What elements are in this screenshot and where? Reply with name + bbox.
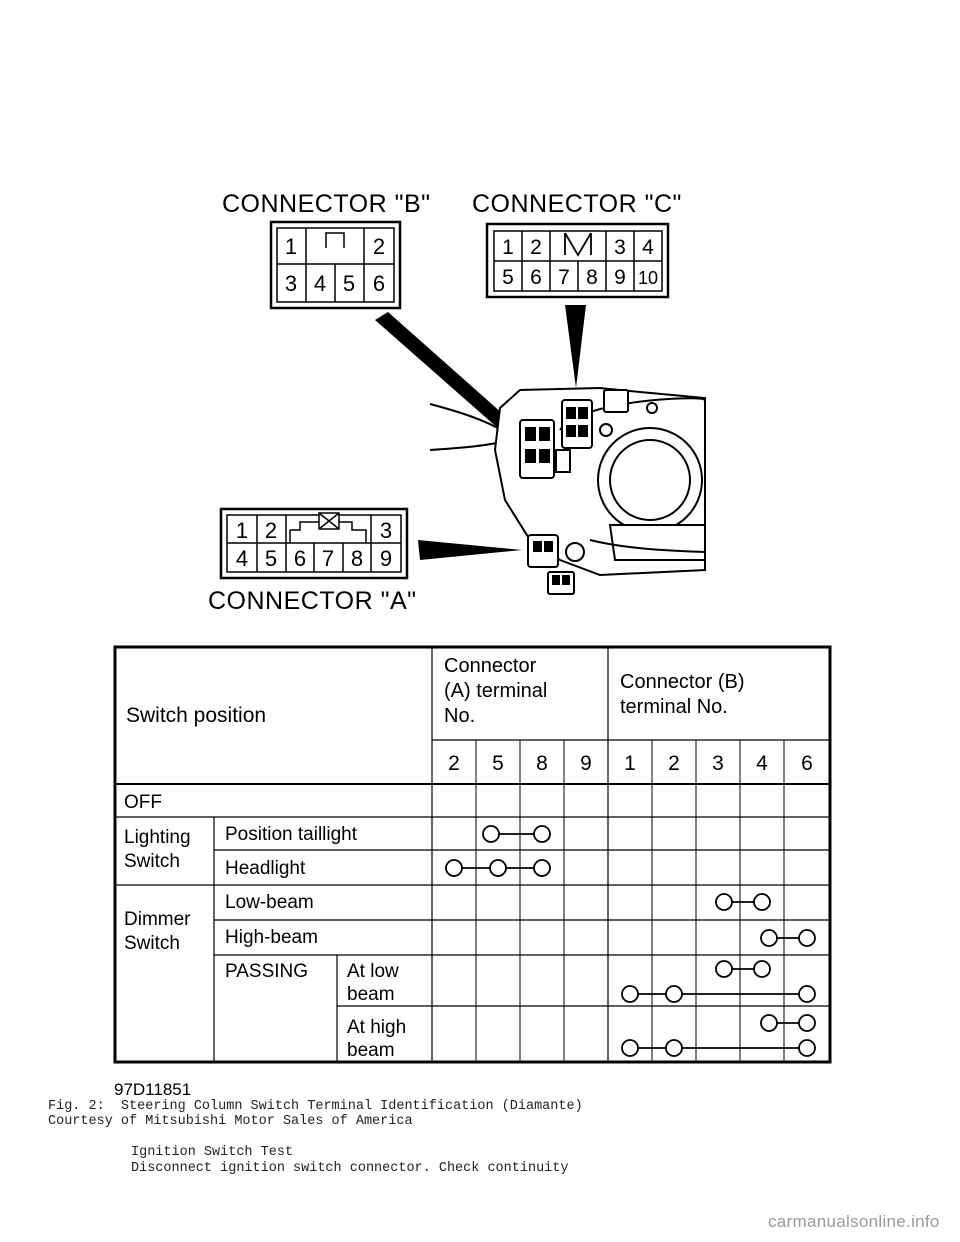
- terminal-number: 9: [580, 752, 592, 775]
- connector-c-pin: 10: [637, 268, 659, 288]
- caption-line: Disconnect ignition switch connector. Check continuity: [131, 1161, 569, 1176]
- caption-line: Fig. 2: Steering Column Switch Terminal Identification (Diamante): [48, 1099, 583, 1114]
- continuity-mark: [446, 860, 550, 876]
- terminal-number: 2: [448, 752, 460, 775]
- connector-c-pin: 5: [502, 266, 514, 289]
- row-low-beam: Low-beam: [225, 892, 314, 913]
- connector-b-pin: 3: [284, 271, 298, 296]
- row-lighting-switch: Lighting: [124, 827, 191, 848]
- connector-c-pin: 1: [502, 236, 514, 259]
- row-dimmer-switch: Switch: [124, 933, 180, 954]
- column-switch-assembly: [430, 388, 705, 594]
- row-off: OFF: [124, 792, 162, 813]
- header-connector-b-line: terminal No.: [620, 696, 728, 718]
- row-lighting-switch: Switch: [124, 851, 180, 872]
- connector-c-pin: 6: [530, 266, 542, 289]
- pointer-arrow-b: [375, 312, 512, 430]
- connector-b-pin: 6: [372, 271, 386, 296]
- header-connector-a-line: (A) terminal: [444, 680, 548, 702]
- connector-c-pin: 3: [614, 236, 626, 259]
- header-connector-a-line: No.: [444, 705, 476, 727]
- pointer-arrow-c: [565, 305, 586, 388]
- header-connector-a-line: Connector: [444, 655, 537, 677]
- terminal-number: 4: [756, 752, 768, 775]
- terminal-number: 5: [492, 752, 504, 775]
- connector-a-pin: 5: [264, 546, 278, 571]
- connector-c-pin: 8: [586, 266, 598, 289]
- row-at-high-beam: At high: [347, 1017, 407, 1038]
- connector-a-pin: 7: [321, 546, 335, 571]
- terminal-number: 6: [801, 752, 813, 775]
- row-headlight: Headlight: [225, 858, 306, 879]
- terminal-number: 3: [712, 752, 724, 775]
- caption-line: Ignition Switch Test: [131, 1145, 294, 1160]
- continuity-mark: [622, 1015, 815, 1056]
- header-switch-position: Switch position: [126, 704, 267, 727]
- row-at-low-beam: At low: [347, 961, 399, 982]
- row-dimmer-switch: Dimmer: [124, 909, 191, 930]
- row-passing: PASSING: [225, 961, 309, 982]
- connector-b-pin: 2: [372, 234, 386, 259]
- continuity-mark: [716, 894, 770, 910]
- figure-id: 97D11851: [114, 1080, 192, 1099]
- connector-a-title: CONNECTOR "A": [208, 587, 417, 615]
- connector-c-pin: 7: [558, 266, 570, 289]
- row-position-taillight: Position taillight: [225, 824, 358, 845]
- connector-a-pin: 8: [350, 546, 364, 571]
- continuity-mark: [761, 930, 815, 946]
- connector-c-pin: 2: [530, 236, 542, 259]
- terminal-number: 2: [668, 752, 680, 775]
- connector-a-pin: 1: [235, 518, 249, 543]
- continuity-mark: [483, 826, 550, 842]
- header-connector-b-line: Connector (B): [620, 671, 745, 693]
- terminal-number: 1: [624, 752, 636, 775]
- connector-b-pin: 1: [284, 234, 298, 259]
- connector-a-pin: 2: [264, 518, 278, 543]
- row-at-high-beam: beam: [347, 1040, 395, 1061]
- connector-b-pin: 5: [342, 271, 356, 296]
- connector-b-pin: 4: [313, 271, 327, 296]
- continuity-mark: [622, 961, 815, 1002]
- connector-c-pin: 9: [614, 266, 626, 289]
- terminal-number: 8: [536, 752, 548, 775]
- watermark: carmanualsonline.info: [768, 1212, 940, 1231]
- continuity-table: [110, 642, 835, 1068]
- connector-a-pin: 6: [293, 546, 307, 571]
- caption-line: Courtesy of Mitsubishi Motor Sales of America: [48, 1114, 413, 1129]
- row-high-beam: High-beam: [225, 927, 318, 948]
- connector-c-pin: 4: [642, 236, 654, 259]
- connector-a-pin: 3: [379, 518, 393, 543]
- connector-b-title: CONNECTOR "B": [222, 190, 431, 218]
- connector-a-pin: 4: [235, 546, 249, 571]
- row-at-low-beam: beam: [347, 984, 395, 1005]
- connector-c-title: CONNECTOR "C": [472, 190, 682, 218]
- connector-a-pin: 9: [379, 546, 393, 571]
- pointer-arrow-a: [418, 540, 522, 560]
